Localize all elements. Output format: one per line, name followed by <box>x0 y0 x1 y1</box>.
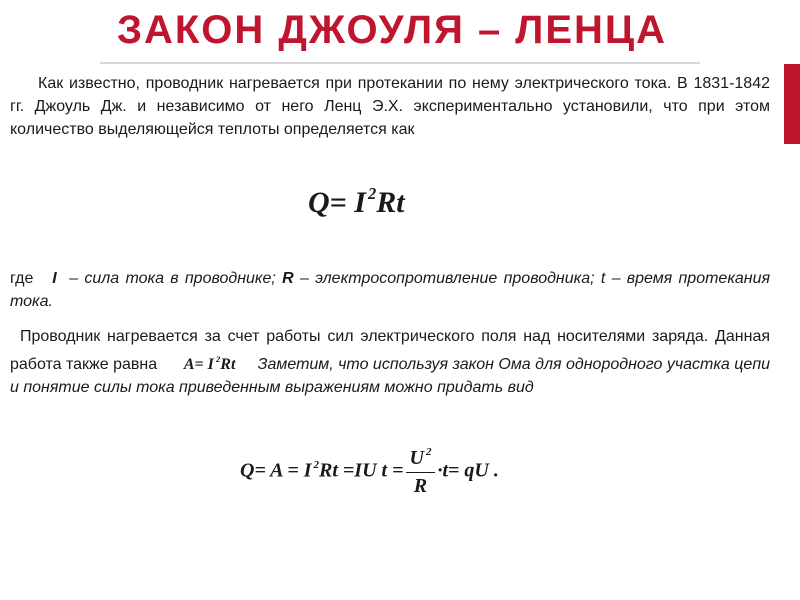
where-word: где <box>10 270 34 287</box>
resistance-symbol: R <box>282 270 294 287</box>
ohm-text: Заметим, что используя закон Ома для однородного участка цепи и понятие силы тока приведенным выражениям можно придать вид <box>10 356 771 397</box>
fraction <box>406 446 436 498</box>
fraction-denominator: R <box>413 474 428 497</box>
combined-part3: ·t= qU . <box>437 459 499 482</box>
formula-rhs: Rt <box>376 186 405 220</box>
work-paragraph <box>10 325 770 399</box>
accent-bar <box>784 64 800 144</box>
formula-lhs: Q= I <box>308 186 366 220</box>
combined-formula <box>240 446 499 498</box>
work-text: Проводник нагревается за счет работы сил электрического поля над носителями заряда. Данная работа также равна <box>10 328 770 374</box>
combined-part1: Q= A = I <box>240 459 312 482</box>
work-formula-rhs: Rt <box>220 356 236 374</box>
time-symbol: t <box>600 270 606 287</box>
formula-exponent: 2 <box>367 184 377 203</box>
combined-part2: Rt =IU t = <box>319 459 404 482</box>
work-formula-lhs: A= I <box>183 356 214 374</box>
combined-exponent: 2 <box>313 458 320 471</box>
resistance-description: – электросопротивление проводника; <box>299 270 595 287</box>
current-description: – сила тока в проводнике; <box>69 270 276 287</box>
work-formula-exponent: 2 <box>215 354 221 364</box>
work-formula <box>184 356 236 373</box>
slide-title: ЗАКОН ДЖОУЛЯ – ЛЕНЦА <box>116 8 668 52</box>
intro-paragraph: Как известно, проводник нагревается при протекании по нему электрического тока. В 1831-1842 гг. Джоуль Дж. и независимо от него Ленц Э.Х. экспериментально установили, что при этом количество выделяющейся теплоты определяется как <box>10 75 770 138</box>
time-description: – время протекания тока. <box>10 270 771 310</box>
numerator-exponent: 2 <box>425 446 432 458</box>
numerator-symbol: U <box>409 446 424 469</box>
fraction-numerator <box>406 446 436 473</box>
joule-lenz-formula <box>308 184 405 220</box>
title-divider <box>100 62 700 64</box>
definitions-paragraph <box>10 267 770 313</box>
current-symbol: I <box>52 270 57 287</box>
